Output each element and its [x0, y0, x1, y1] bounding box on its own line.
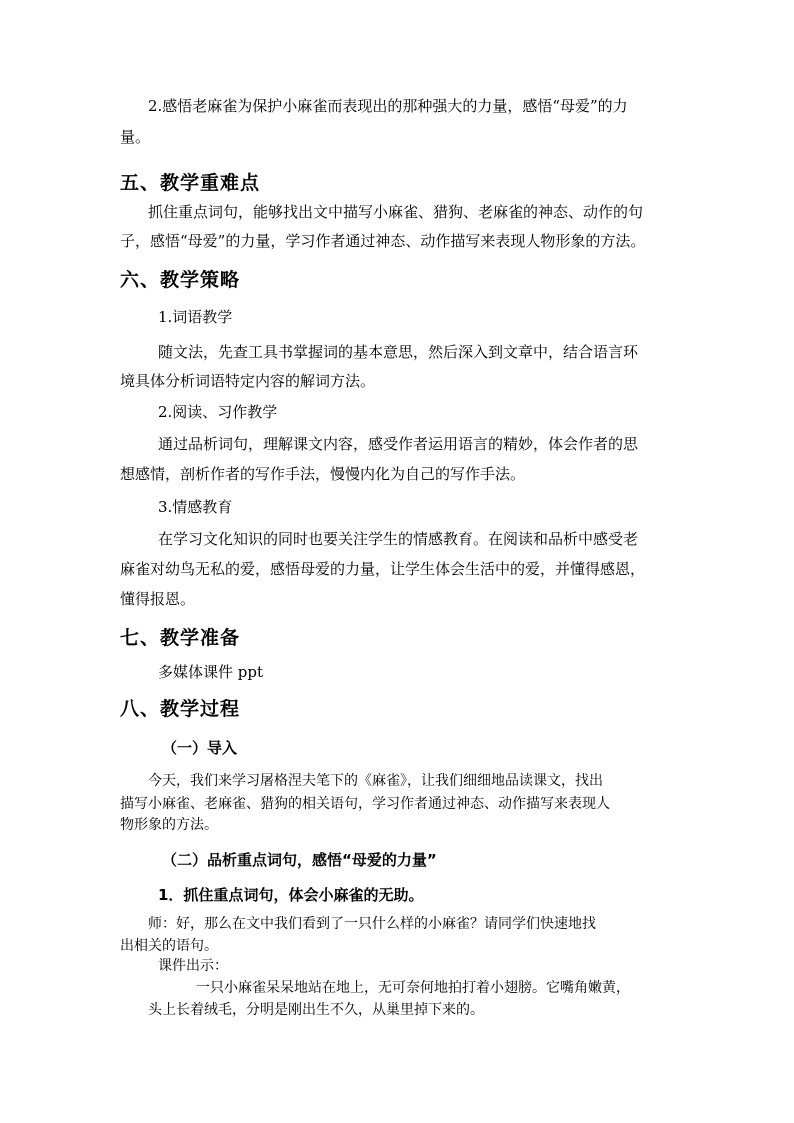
- intro-line3: 物形象的方法。: [120, 817, 218, 833]
- intro-line1: 今天，我们来学习屠格涅夫笔下的《麻雀》，让我们细细地品读课文，找出: [148, 773, 603, 789]
- heading-teaching-process: 八、教学过程: [120, 698, 241, 720]
- s6-item3-line3: 懂得报恩。: [120, 590, 196, 608]
- s6-item1-line1: 随文法，先查工具书掌握词的基本意思，然后深入到文章中，结合语言环: [158, 343, 639, 361]
- s7-line1: 多媒体课件 ppt: [158, 663, 264, 681]
- teacher-line1: 师：好，那么在文中我们看到了一只什么样的小麻雀？请同学们快速地找: [148, 916, 596, 932]
- s5-line2: 子，感悟“母爱”的力量，学习作者通过神态、动作描写来表现人物形象的方法。: [120, 232, 646, 250]
- slide-label: 课件出示：: [158, 958, 228, 974]
- heading-key-difficulties: 五、教学重难点: [120, 172, 261, 194]
- subheading-key-sentences: （二）品析重点词句，感悟“母爱的力量”: [162, 851, 437, 869]
- s6-item2-title: 2.阅读、习作教学: [158, 403, 278, 421]
- point1-heading: 1．抓住重点词句，体会小麻雀的无助。: [158, 886, 424, 904]
- heading-teaching-strategy: 六、教学策略: [120, 269, 241, 291]
- goal2-line2: 量。: [120, 128, 151, 146]
- heading-teaching-preparation: 七、教学准备: [120, 627, 241, 649]
- s6-item3-title: 3.情感教育: [158, 498, 233, 516]
- teacher-line2: 出相关的语句。: [120, 938, 218, 954]
- s5-line1: 抓住重点词句，能够找出文中描写小麻雀、猎狗、老麻雀的神态、动作的句: [148, 203, 644, 221]
- s6-item2-line2: 想感情，剖析作者的写作手法，慢慢内化为自己的写作手法。: [120, 465, 526, 483]
- subheading-introduction: （一）导入: [162, 739, 238, 757]
- s6-item3-line1: 在学习文化知识的同时也要关注学生的情感教育。在阅读和品析中感受老: [158, 530, 639, 548]
- s6-item3-line2: 麻雀对幼鸟无私的爱，感悟母爱的力量，让学生体会生活中的爱，并懂得感恩，: [120, 560, 646, 578]
- goal2-line1: 2.感悟老麻雀为保护小麻雀而表现出的那种强大的力量，感悟“母爱”的力: [148, 97, 628, 115]
- intro-line2: 描写小麻雀、老麻雀、猎狗的相关语句，学习作者通过神态、动作描写来表现人: [120, 796, 610, 812]
- quote-line2: 头上长着绒毛，分明是刚出生不久，从巢里掉下来的。: [148, 1002, 484, 1018]
- s6-item2-line1: 通过品析词句，理解课文内容，感受作者运用语言的精妙，体会作者的思: [158, 435, 639, 453]
- quote-line1: 一只小麻雀呆呆地站在地上，无可奈何地拍打着小翅膀。它嘴角嫩黄，: [196, 980, 630, 996]
- s6-item1-title: 1.词语教学: [158, 308, 233, 326]
- s6-item1-line2: 境具体分析词语特定内容的解词方法。: [120, 372, 376, 390]
